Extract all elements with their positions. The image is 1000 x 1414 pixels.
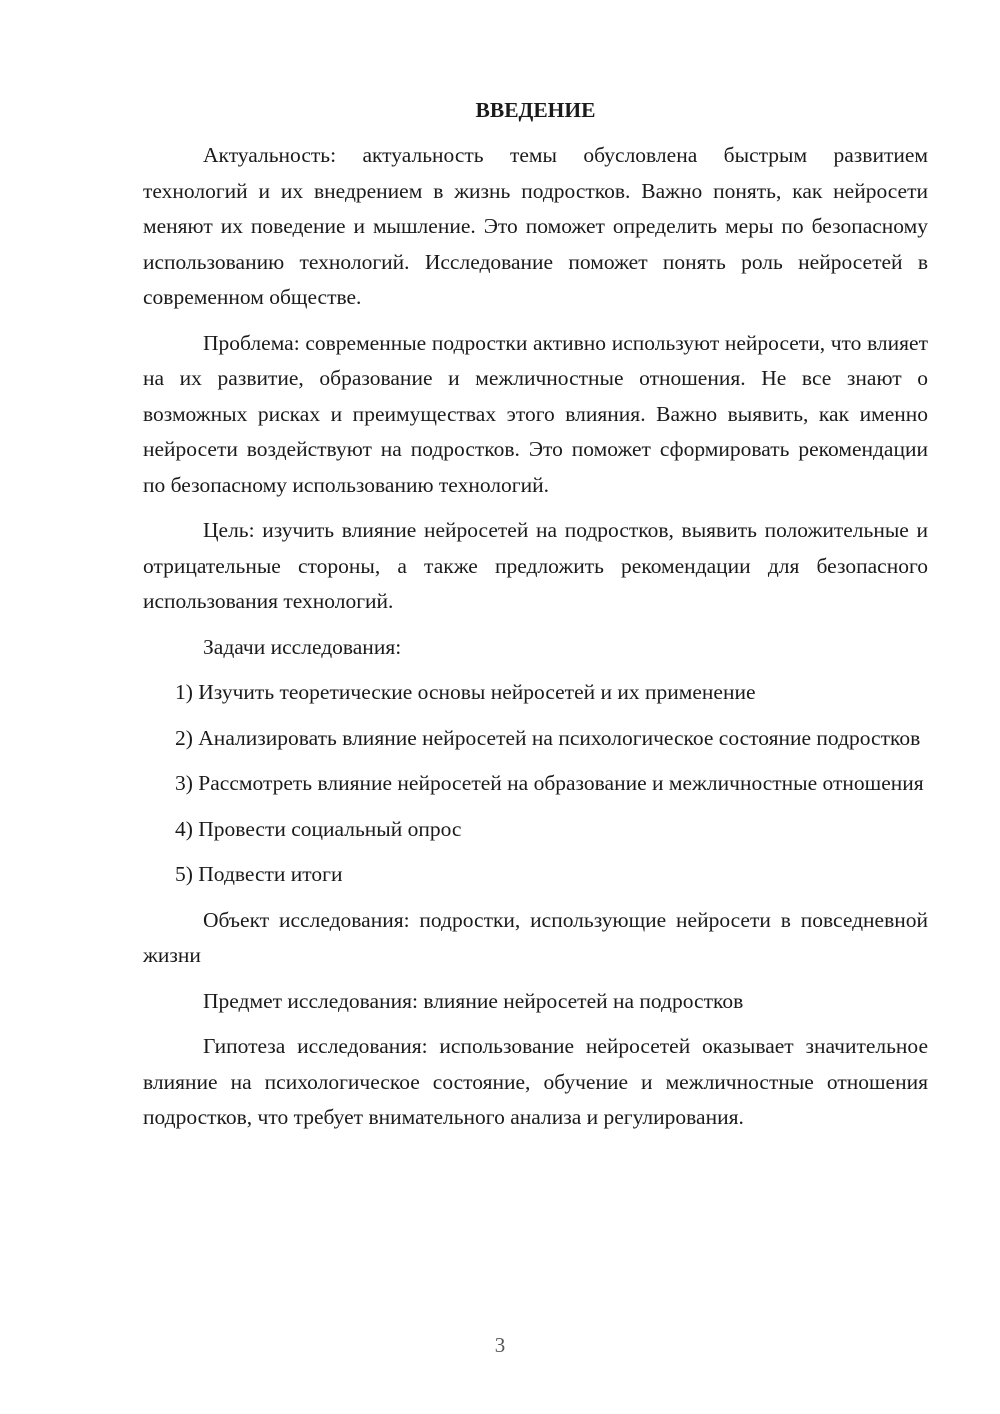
task-item-2: 2) Анализировать влияние нейросетей на психологическое состояние подростков bbox=[175, 725, 921, 750]
task-item-1: 1) Изучить теоретические основы нейросетей и их применение bbox=[175, 680, 756, 704]
task-item-4: 4) Провести социальный опрос bbox=[175, 816, 462, 841]
hypothesis-paragraph: Гипотеза исследования: использование нейросетей оказывает значительное влияние на психологическое состояние, обучение и межличностные отношения подростков, что требует внимательного анализа и регулирования. bbox=[143, 1034, 928, 1129]
object-paragraph: Объект исследования: подростки, использующие нейросети в повседневной жизни bbox=[143, 907, 928, 967]
page-number: 3 bbox=[494, 1333, 506, 1357]
goal-paragraph: Цель: изучить влияние нейросетей на подростков, выявить положительные и отрицательные стороны, а также предложить рекомендации для безопасного использования технологий. bbox=[143, 518, 928, 613]
subject-paragraph: Предмет исследования: влияние нейросетей на подростков bbox=[203, 988, 744, 1013]
tasks-heading: Задачи исследования: bbox=[203, 634, 402, 659]
task-item-3: 3) Рассмотреть влияние нейросетей на образование и межличностные отношения bbox=[175, 771, 924, 795]
problem-paragraph: Проблема: современные подростки активно используют нейросети, что влияет на их развитие, образование и межличностные отношения. Не все знают о возможных рисках и преимуществах этого влияния. Важно выявить, как именно нейросети воздействуют на подростков. Это поможет сформировать рекомендации по безопасному использованию технологий. bbox=[143, 330, 928, 497]
relevance-paragraph: Актуальность: актуальность темы обусловлена быстрым развитием технологий и их внедрением в жизнь подростков. Важно понять, как нейросети меняют их поведение и мышление. Это поможет определить меры по безопасному использованию технологий. Исследование поможет понять роль нейросетей в современном обществе. bbox=[143, 143, 928, 309]
document-page bbox=[143, 92, 928, 1146]
task-item-5: 5) Подвести итоги bbox=[175, 862, 343, 886]
section-title: ВВЕДЕНИЕ bbox=[475, 98, 596, 122]
